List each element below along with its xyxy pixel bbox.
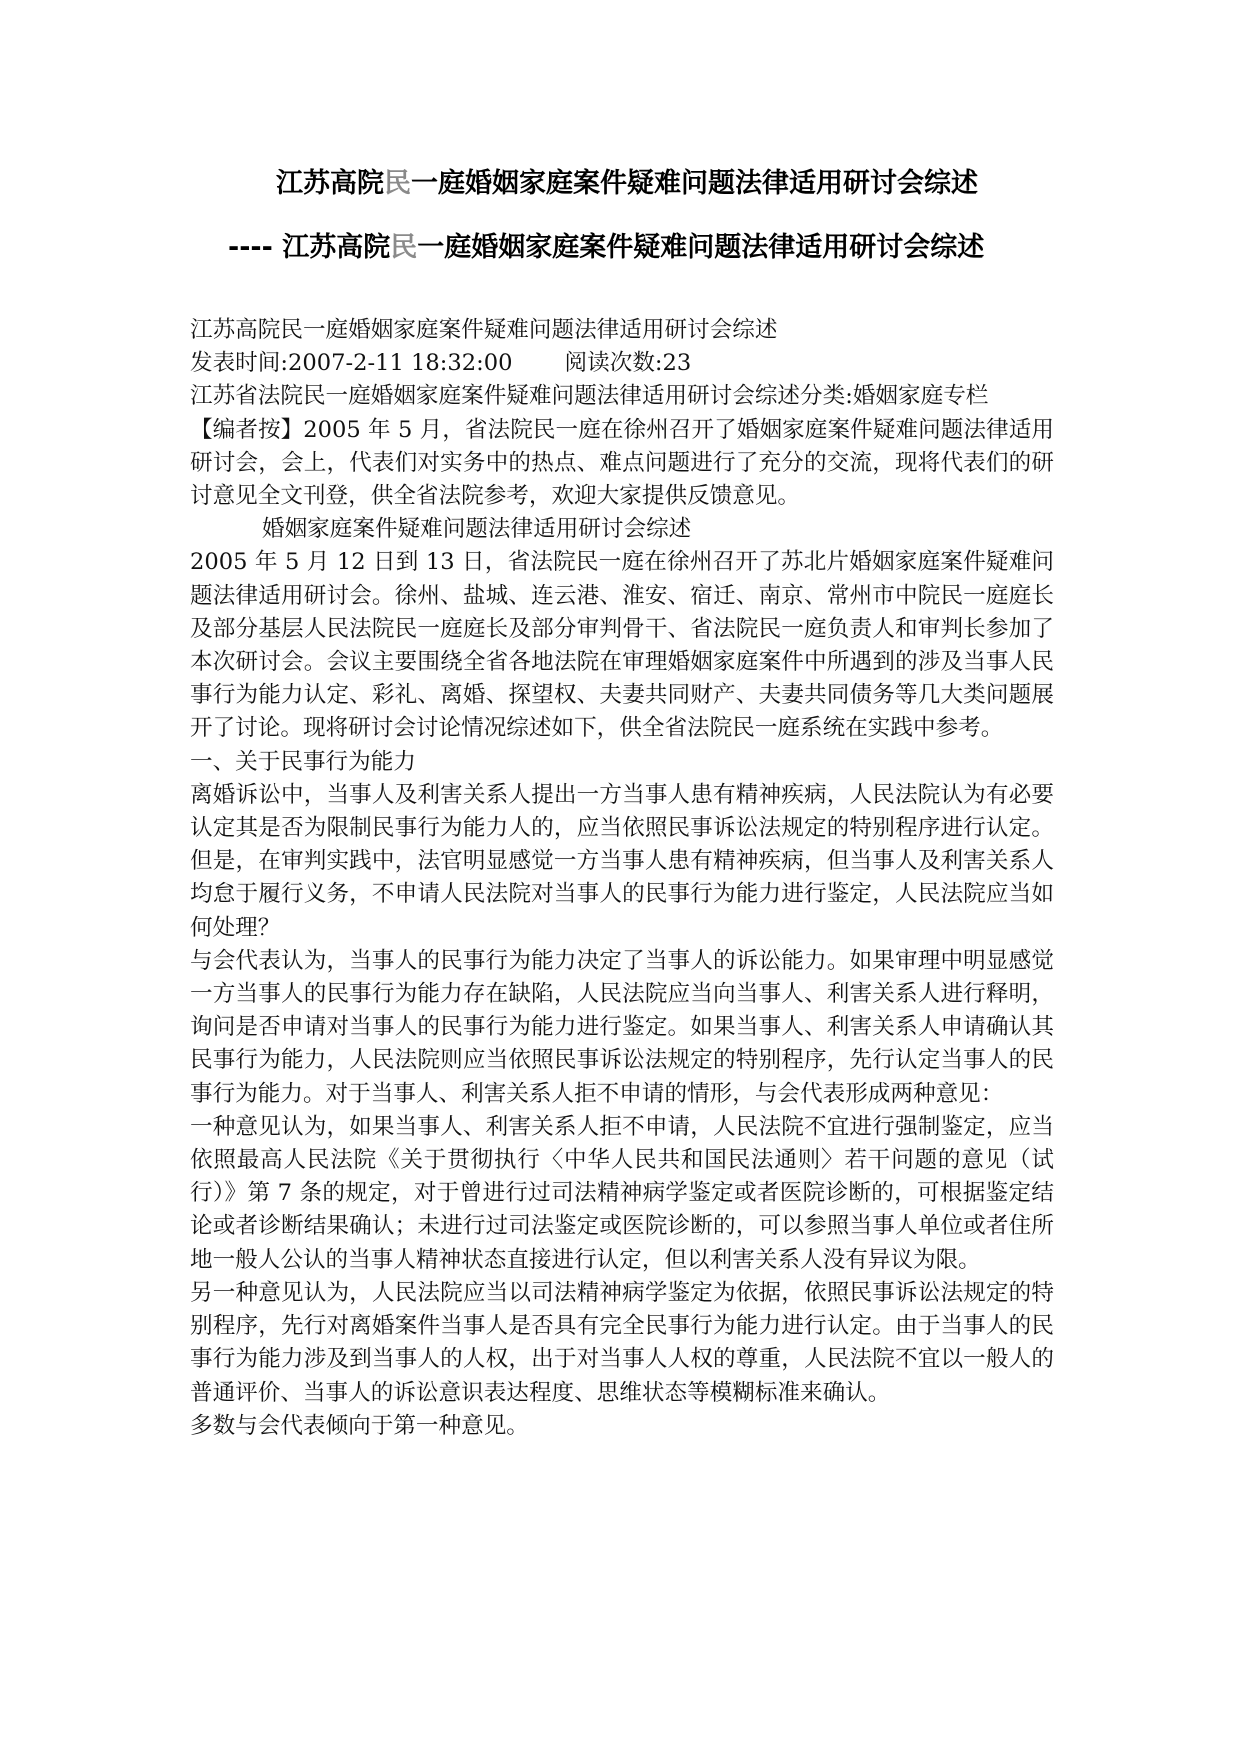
header-line: 江苏高院民一庭婚姻家庭案件疑难问题法律适用研讨会综述 bbox=[190, 317, 778, 343]
subtitle-prefix: ---- bbox=[228, 232, 283, 263]
document-subtitle bbox=[228, 230, 984, 266]
subtitle-text-part-2: 一庭婚姻家庭案件疑难问题法律适用研讨会综述 bbox=[417, 232, 985, 263]
subtitle-text-part-1: 江苏高院 bbox=[282, 232, 391, 263]
opinion-1: 一种意见认为，如果当事人、利害关系人拒不申请，人民法院不宜进行强制鉴定，应当依照最高人民法院《关于贯彻执行〈中华人民共和国民法通则〉若干问题的意见（试行）》第 7 条的规定，对于曾进行过司法精神病学鉴定或者医院诊断的，可根据鉴定结论或者诊断结果确认；未进行过司法鉴定或医院诊断的，可以参照当事人单位或者住所地一般人公认的当事人精神状态直接进行认定，但以利害关系人没有异议为限。 bbox=[190, 1113, 1054, 1273]
document-title bbox=[276, 166, 978, 202]
title-highlighted-char: 民 bbox=[384, 168, 411, 199]
title-text-part-1: 江苏高院 bbox=[276, 168, 384, 199]
category-line: 江苏省法院民一庭婚姻家庭案件疑难问题法律适用研讨会综述分类:婚姻家庭专栏 bbox=[190, 383, 989, 410]
editor-note: 【编者按】2005 年 5 月，省法院民一庭在徐州召开了婚姻家庭案件疑难问题法律适用研讨会，会上，代表们对实务中的热点、难点问题进行了充分的交流，现将代表们的研讨意见全文刊登，供全省法院参考，欢迎大家提供反馈意见。 bbox=[190, 416, 1054, 510]
subtitle-highlighted-char: 民 bbox=[390, 232, 418, 263]
conclusion: 多数与会代表倾向于第一种意见。 bbox=[190, 1412, 529, 1439]
publish-time: 发表时间:2007-2-11 18:32:00 bbox=[190, 350, 513, 377]
section-question: 离婚诉讼中，当事人及利害关系人提出一方当事人患有精神疾病，人民法院认为有必要认定其是否为限制民事行为能力人的，应当依照民事诉讼法规定的特别程序进行认定。但是，在审判实践中，法官明显感觉一方当事人患有精神疾病，但当事人及利害关系人均怠于履行义务，不申请人民法院对当事人的民事行为能力进行鉴定，人民法院应当如何处理？ bbox=[190, 781, 1054, 941]
intro-paragraph: 2005 年 5 月 12 日到 13 日，省法院民一庭在徐州召开了苏北片婚姻家庭案件疑难问题法律适用研讨会。徐州、盐城、连云港、淮安、宿迁、南京、常州市中院民一庭庭长及部分基层人民法院民一庭庭长及部分审判骨干、省法院民一庭负责人和审判长参加了本次研讨会。会议主要围绕全省各地法院在审理婚姻家庭案件中所遇到的涉及当事人民事行为能力认定、彩礼、离婚、探望权、夫妻共同财产、夫妻共同债务等几大类问题展开了讨论。现将研讨会讨论情况综述如下，供全省法院民一庭系统在实践中参考。 bbox=[190, 549, 1054, 742]
meta-line bbox=[190, 347, 1054, 380]
opinion-2: 另一种意见认为，人民法院应当以司法精神病学鉴定为依据，依照民事诉讼法规定的特别程序，先行对离婚案件当事人是否具有完全民事行为能力进行认定。由于当事人的民事行为能力涉及到当事人的人权，出于对当事人人权的尊重，人民法院不宜以一般人的普通评价、当事人的诉讼意识表达程度、思维状态等模糊标准来确认。 bbox=[190, 1279, 1054, 1406]
document-body bbox=[190, 314, 1054, 1443]
title-text-part-2: 一庭婚姻家庭案件疑难问题法律适用研讨会综述 bbox=[411, 168, 978, 199]
section-view: 与会代表认为，当事人的民事行为能力决定了当事人的诉讼能力。如果审理中明显感觉一方当事人的民事行为能力存在缺陷，人民法院应当向当事人、利害关系人进行释明，询问是否申请对当事人的民事行为能力进行鉴定。如果当事人、利害关系人申请确认其民事行为能力，人民法院则应当依照民事诉讼法规定的特别程序，先行认定当事人的民事行为能力。对于当事人、利害关系人拒不申请的情形，与会代表形成两种意见： bbox=[190, 947, 1054, 1107]
inner-title: 婚姻家庭案件疑难问题法律适用研讨会综述 bbox=[262, 516, 692, 543]
section-heading: 一、关于民事行为能力 bbox=[190, 748, 416, 775]
read-count: 阅读次数:23 bbox=[564, 350, 692, 377]
